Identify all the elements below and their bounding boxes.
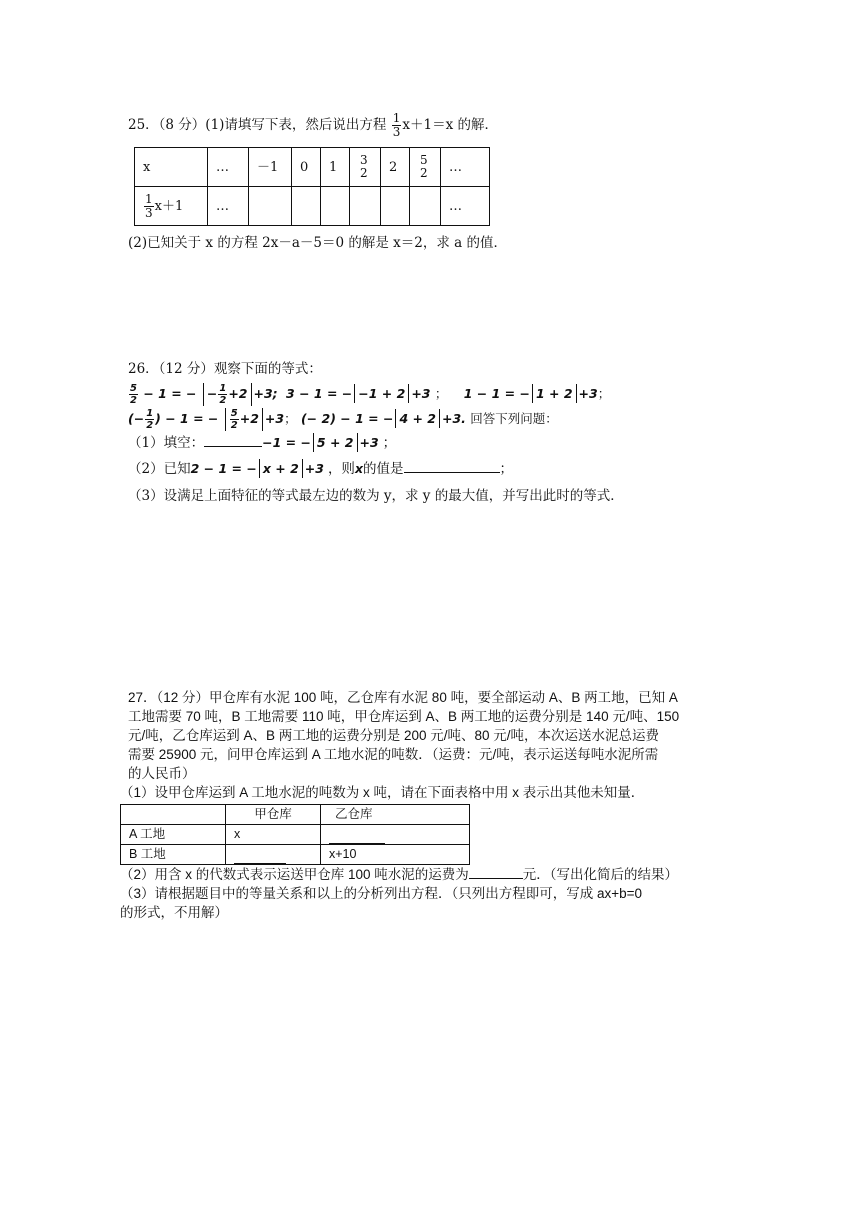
table-cell: x [135,148,208,187]
table-cell: 0 [292,148,321,187]
paragraph-line: 元/吨，乙仓库运到 A、B 两工地的运费分别是 200 元/吨、80 元/吨，本次运送水泥总运费 [128,728,660,743]
answer-blank[interactable] [404,472,500,473]
answer-cell[interactable] [292,187,321,226]
absolute-value: x + 2 [259,459,303,478]
absolute-value: 4 + 2 [395,409,440,428]
table-row [121,845,470,865]
paragraph-line: （3）请根据题目中的等量关系和以上的分析列出方程．（只列出方程即可，写成 ax+b=0 [120,886,643,901]
q27-paragraph [128,688,748,783]
table-cell: B 工地 [121,845,226,865]
table-cell[interactable] [321,825,470,845]
fraction: $\frac{1}{2}$ [146,408,154,431]
answer-blank[interactable] [234,863,286,864]
table-row [135,187,490,226]
q26-part2: （2）已知2 − 1 = − x + 2 +3 ，则x的值是 ； [128,461,514,477]
answer-cell[interactable] [321,187,350,226]
q27-part1: （1）设甲仓库运到 A 工地水泥的吨数为 x 吨，请在下面表格中用 x 表示出其他未知量． [120,785,645,800]
fraction: 3 2 [360,153,368,180]
absolute-value: $\frac{5}{2}$ +2 [225,408,263,431]
answer-cell[interactable] [410,187,441,226]
q25-table [134,147,490,226]
q25-fraction-one-third: $\frac{1}{3}$ [392,111,401,139]
absolute-value: − $\frac{1}{2}$ +2 [203,383,252,406]
q26-part3: （3）设满足上面特征的等式最左边的数为 y，求 y 的最大值，并写出此时的等式． [128,488,624,504]
answer-cell[interactable] [381,187,410,226]
table-cell: 甲仓库 [226,805,321,825]
paragraph-line: 工地需要 70 吨，B 工地需要 110 吨，甲仓库运到 A、B 两工地的运费分别是 140 元/吨、150 [128,709,680,724]
q25-header [128,112,738,139]
absolute-value: 5 + 2 [313,433,358,452]
q26-equation-line-2: (− $\frac{1}{2}$ ) − 1 = − $\frac{5}{2}$ +2 +3； (− 2) − 1 = − 4 + 2 +3. 回答下列问题： [128,408,558,431]
table-cell: … [441,187,490,226]
q26-equation-line-1: $\frac{5}{2}$ − 1 = − − $\frac{1}{2}$ +2 +3; 3 − 1 = − −1 + 2 +3 ； 1 − 1 = − 1 + 2 +3； [130,383,611,406]
paragraph-line: 的形式，不用解） [120,905,228,920]
table-cell [350,148,381,187]
paragraph-line: 27．（12 分）甲仓库有水泥 100 吨，乙仓库有水泥 80 吨，要全部运动 A、B 两工地，已知 A [128,690,678,705]
absolute-value: 1 + 2 [532,384,577,403]
table-cell: x [226,825,321,845]
fraction: $\frac{5}{2}$ [230,408,238,431]
table-cell: … [441,148,490,187]
answer-cell[interactable] [249,187,292,226]
q25-part2: (2)已知关于 x 的方程 2x－a－5＝0 的解是 x＝2，求 a 的值． [128,235,507,251]
q27-part2: （2）用含 x 的代数式表示运送甲仓库 100 吨水泥的运费为 元．（写出化简后的结果） [120,867,679,882]
table-cell: －1 [249,148,292,187]
table-cell [121,805,226,825]
table-row [135,148,490,187]
q26-instruction: 回答下列问题： [470,411,558,426]
paragraph-line: 需要 25900 元，问甲仓库运到 A 工地水泥的吨数．（运费：元/吨，表示运送每吨水泥所需 [128,747,659,762]
table-cell: $\frac{1}{3}$ x＋1 [135,187,208,226]
table-cell: … [208,187,249,226]
fraction: $\frac{5}{2}$ [130,383,137,406]
q27-table [120,804,470,865]
absolute-value: −1 + 2 [354,384,409,403]
q25-header-equation: x＋1＝x 的解． [402,117,498,133]
question-26 [128,360,738,506]
table-cell: 乙仓库 [321,805,470,825]
q26-part1: （1）填空： −1 = − 5 + 2 +3 ； [128,435,397,451]
table-cell[interactable] [226,845,321,865]
answer-blank[interactable] [329,843,385,844]
fraction: 5 2 [420,153,428,180]
table-row [121,825,470,845]
table-cell [410,148,441,187]
table-cell: … [208,148,249,187]
fraction: $\frac{1}{2}$ [219,383,227,406]
table-row [121,805,470,825]
q27-part3 [120,884,748,922]
table-cell: A 工地 [121,825,226,845]
q25-header-text: 25．（8 分）(1)请填写下表，然后说出方程 [128,117,387,133]
question-27 [120,688,748,922]
fraction: $\frac{1}{3}$ [145,191,153,220]
answer-cell[interactable] [350,187,381,226]
q26-header: 26．（12 分）观察下面的等式： [128,361,322,377]
answer-blank[interactable] [204,446,262,447]
answer-blank[interactable] [469,878,523,879]
question-25 [128,112,738,253]
table-cell: 2 [381,148,410,187]
paragraph-line: 的人民币） [128,766,196,781]
table-cell: 1 [321,148,350,187]
table-cell: x+10 [321,845,470,865]
